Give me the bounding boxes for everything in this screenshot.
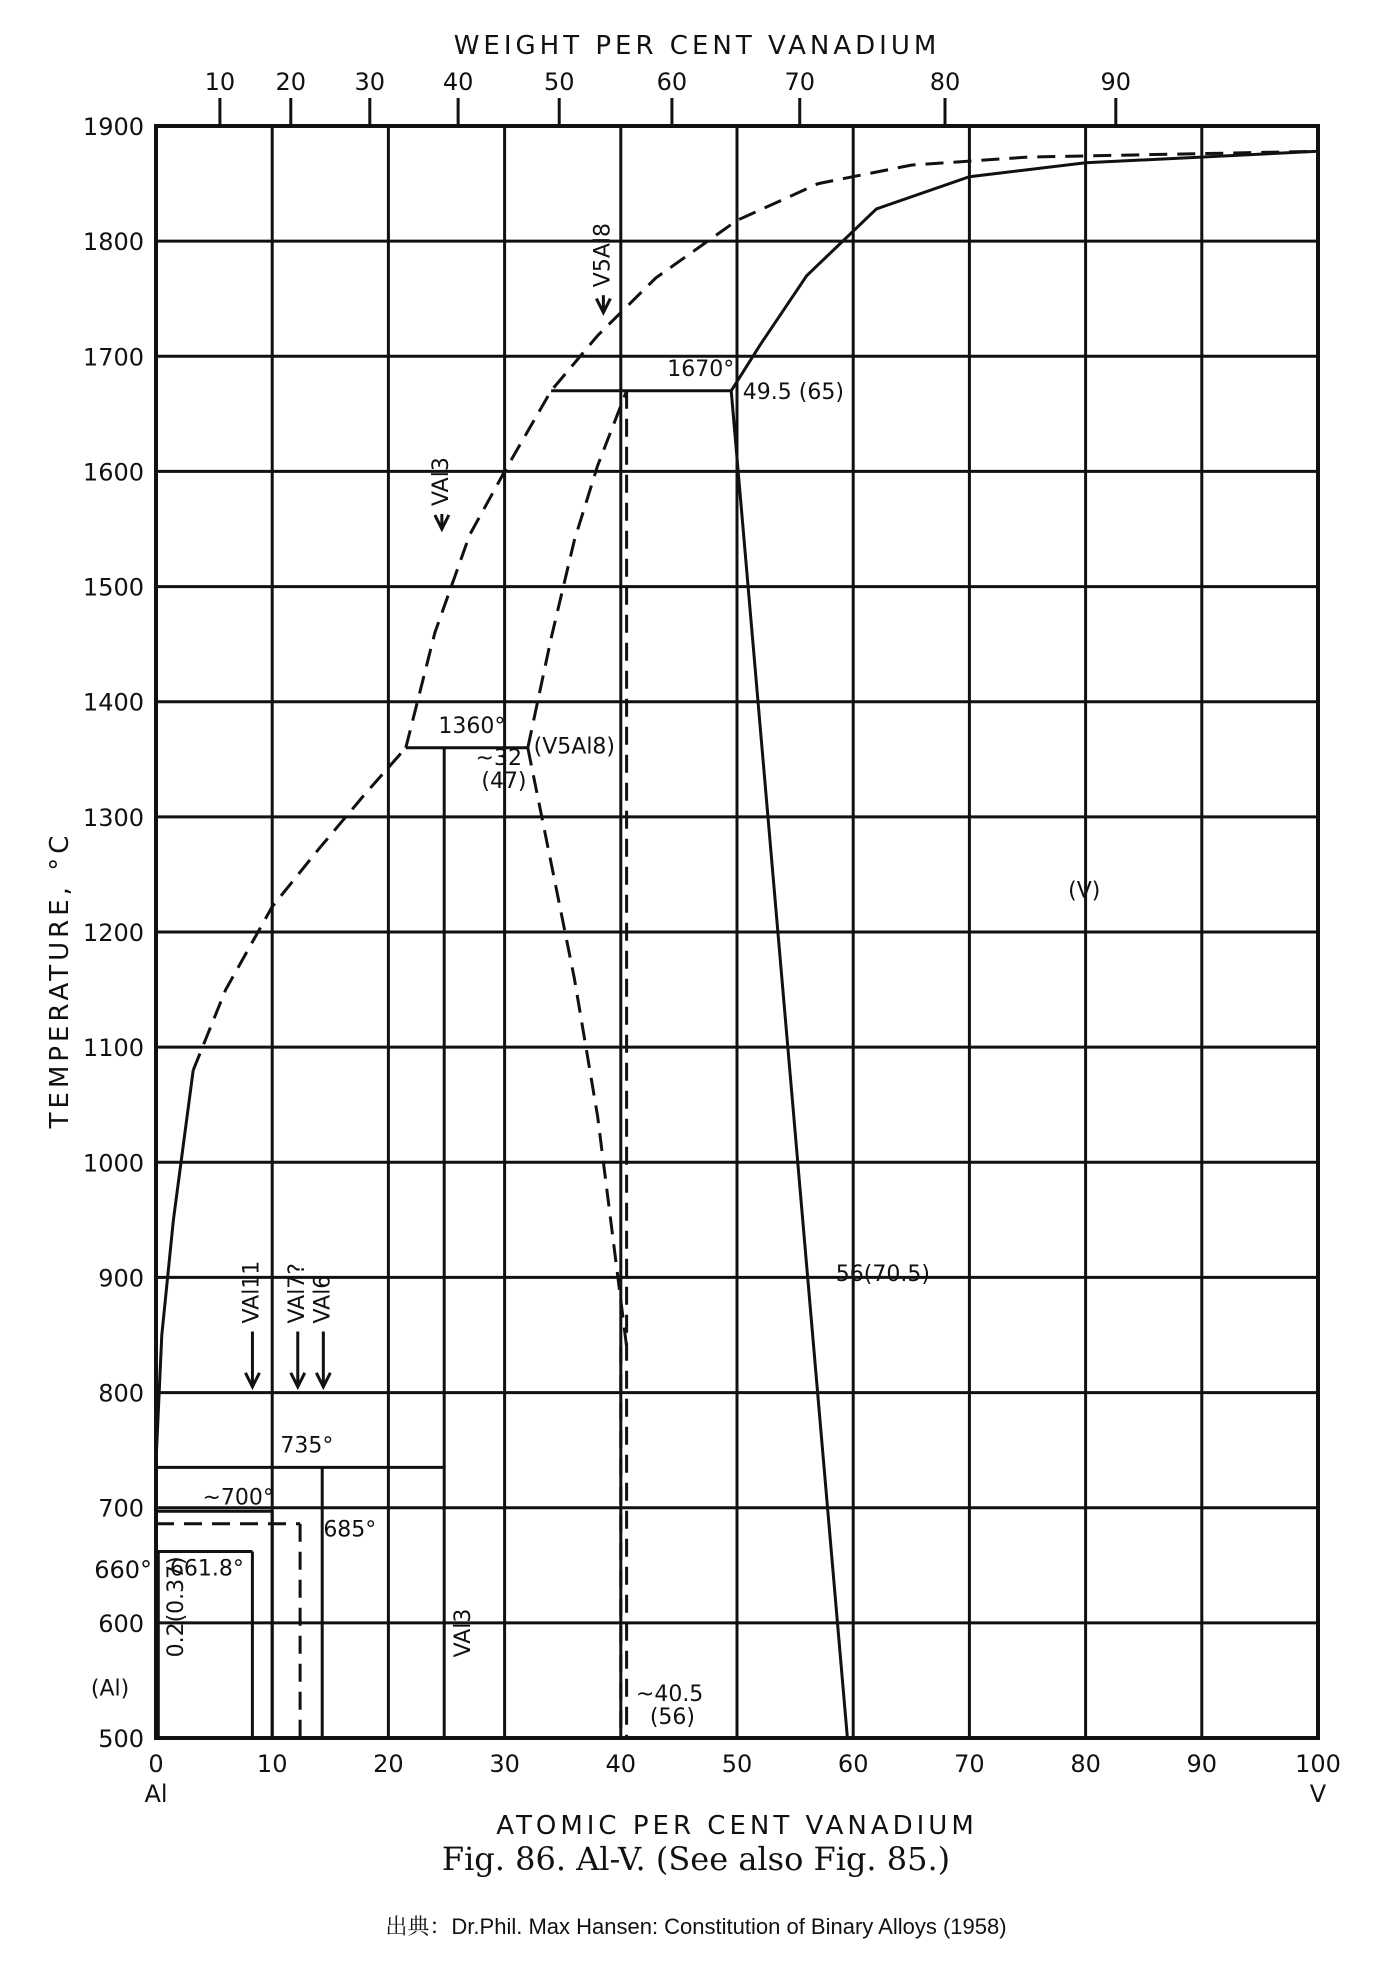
x-tick-label: 0 [148,1750,164,1778]
series-liquidus-low [156,1070,193,1462]
x-axis-title: ATOMIC PER CENT VANADIUM [496,1811,978,1841]
annotation: ~40.5 [635,1682,704,1708]
annotation: 49.5 (65) [742,379,844,405]
y-tick-label: 500 [98,1725,144,1753]
y-tick-label: 1500 [82,573,144,602]
x-tick-label: 60 [837,1750,869,1778]
x2-axis-title: WEIGHT PER CENT VANADIUM [453,31,941,61]
annotation: (Al) [90,1676,130,1702]
weight-tick-label: 20 [275,68,307,96]
annotation: 56(70.5) [835,1261,930,1287]
weight-tick-label: 80 [929,68,961,96]
weight-tick-label: 60 [656,68,688,96]
phase-label: 0.2(0.37) [163,1556,189,1658]
x-tick-label: 50 [721,1750,753,1778]
weight-tick-label: 30 [354,68,386,96]
y-tick-label: 1900 [82,113,144,141]
phase-label: VAl7? [284,1263,310,1324]
annotation: (V) [1068,878,1101,904]
annotation: (56) [649,1705,696,1731]
series-V-solvus [731,391,847,1738]
axis-ticks [220,98,1116,126]
y-tick-label: 1200 [82,919,144,947]
weight-tick-label: 50 [543,68,575,96]
series-V5Al8-liquidus [528,391,627,748]
y-tick-label: 1100 [82,1034,144,1063]
y-axis-title: TEMPERATURE, °C [45,831,75,1129]
phase-label: VAl6 [310,1274,336,1324]
labels [45,31,1341,1939]
figure-caption: Fig. 86. Al-V. (See also Fig. 85.) [441,1840,951,1878]
phase-label: VAl3 [450,1608,476,1658]
series-liquidus-low-dashed [193,748,406,1070]
phase-label: V5Al8 [590,222,616,288]
annotation: 1670° [667,356,735,382]
y-tick-label: 1700 [82,343,144,372]
weight-tick-label: 90 [1100,68,1132,96]
y-tick-label: 900 [98,1264,144,1293]
figure-source: 出典：Dr.Phil. Max Hansen: Constitution of Binary Alloys (1958) [385,1914,1007,1939]
annotation: 661.8° [169,1556,244,1582]
y-tick-label: 600 [98,1609,144,1638]
x-tick-label: 70 [954,1750,985,1778]
phase-label: VAl11 [239,1260,265,1324]
x-end-label-left: Al [144,1780,168,1808]
y-tick-label: 1300 [82,803,144,832]
y-extra-label: 660° [94,1555,152,1584]
y-tick-label: 700 [98,1494,144,1523]
weight-tick-label: 10 [204,68,236,96]
weight-tick-label: 40 [442,68,474,96]
x-tick-label: 20 [373,1750,404,1778]
y-tick-label: 1600 [82,458,144,487]
y-tick-label: 1400 [82,688,144,717]
x-tick-label: 40 [605,1750,637,1778]
annotation: ~700° [202,1485,274,1511]
annotation: 735° [280,1433,334,1459]
x-tick-label: 30 [489,1750,520,1778]
annotation: 685° [323,1517,377,1543]
annotation: 1360° [438,713,506,739]
x-tick-label: 10 [256,1750,288,1778]
annotation: ~32 [475,746,522,772]
x-end-label-right: V [1309,1780,1327,1808]
y-tick-label: 1800 [82,228,144,257]
y-tick-label: 800 [98,1379,144,1408]
annotation: (47) [481,769,527,795]
x-tick-label: 90 [1186,1750,1218,1778]
annotation: (V5Al8) [533,734,616,760]
weight-tick-label: 70 [784,68,816,96]
phase-label: VAl3 [428,457,454,506]
x-tick-label: 100 [1295,1750,1341,1778]
y-tick-label: 1000 [82,1149,144,1178]
x-tick-label: 80 [1070,1750,1101,1778]
grid [156,126,1318,1738]
